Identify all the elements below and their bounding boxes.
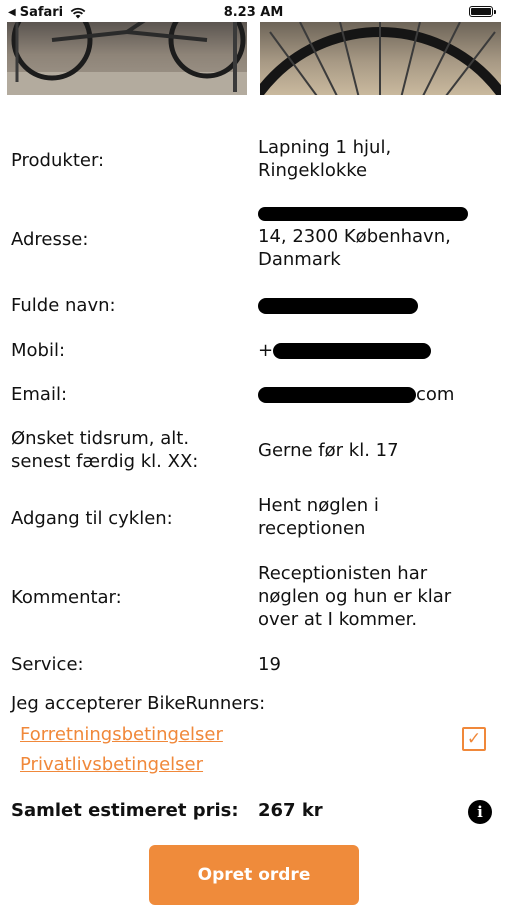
redacted-name [258, 298, 418, 314]
fullname-label: Fulde navn: [11, 295, 116, 316]
access-row [11, 494, 501, 542]
accept-terms-checkbox[interactable] [462, 727, 486, 751]
business-terms-link[interactable]: Forretningsbetingelser [20, 724, 223, 745]
timeslot-row [11, 427, 501, 475]
create-order-button[interactable]: Opret ordre [149, 845, 359, 905]
timeslot-label: Ønsket tidsrum, alt. senest færdig kl. XX: [11, 428, 199, 472]
redacted-mobile [273, 343, 431, 359]
products-row [11, 136, 501, 186]
bike-photo-1[interactable] [7, 22, 247, 95]
battery-icon [469, 6, 493, 17]
address-value: 14, 2300 København, Danmark [258, 226, 451, 270]
comment-label: Kommentar: [11, 587, 122, 608]
service-label: Service: [11, 654, 84, 675]
redacted-email [258, 387, 416, 403]
fullname-value [258, 294, 488, 317]
products-value: Lapning 1 hjul, Ringeklokke [258, 137, 392, 181]
privacy-terms-link[interactable]: Privatlivsbetingelser [20, 754, 204, 775]
products-label: Produkter: [11, 150, 105, 171]
back-app-label: Safari [19, 5, 64, 20]
bike-photo-2[interactable] [260, 22, 501, 95]
total-price-label: Samlet estimeret pris: [11, 800, 239, 821]
address-label: Adresse: [11, 229, 89, 250]
email-label: Email: [11, 384, 68, 405]
access-label: Adgang til cyklen: [11, 508, 173, 529]
email-suffix: com [416, 384, 455, 405]
checkmark-icon: ✓ [466, 729, 482, 749]
address-row [11, 202, 501, 274]
service-value: 19 [258, 654, 281, 675]
info-icon[interactable]: i [468, 800, 492, 824]
email-value [258, 383, 488, 406]
comment-row [11, 562, 501, 634]
back-arrow-icon: ◀ [8, 7, 16, 18]
address-value-block [258, 202, 488, 271]
mobile-label: Mobil: [11, 340, 66, 361]
comment-value: Receptionisten har nøglen og hun er klar over at I kommer. [258, 563, 452, 630]
mobile-prefix: + [258, 340, 274, 361]
mobile-value [258, 339, 488, 362]
accept-terms-text: Jeg accepterer BikeRunners: [11, 693, 266, 714]
access-value: Hent nøglen i receptionen [258, 495, 379, 539]
status-time: 8.23 AM [223, 5, 284, 20]
timeslot-value: Gerne før kl. 17 [258, 440, 399, 461]
redacted-street [258, 207, 468, 221]
total-price-value: 267 kr [258, 800, 323, 821]
